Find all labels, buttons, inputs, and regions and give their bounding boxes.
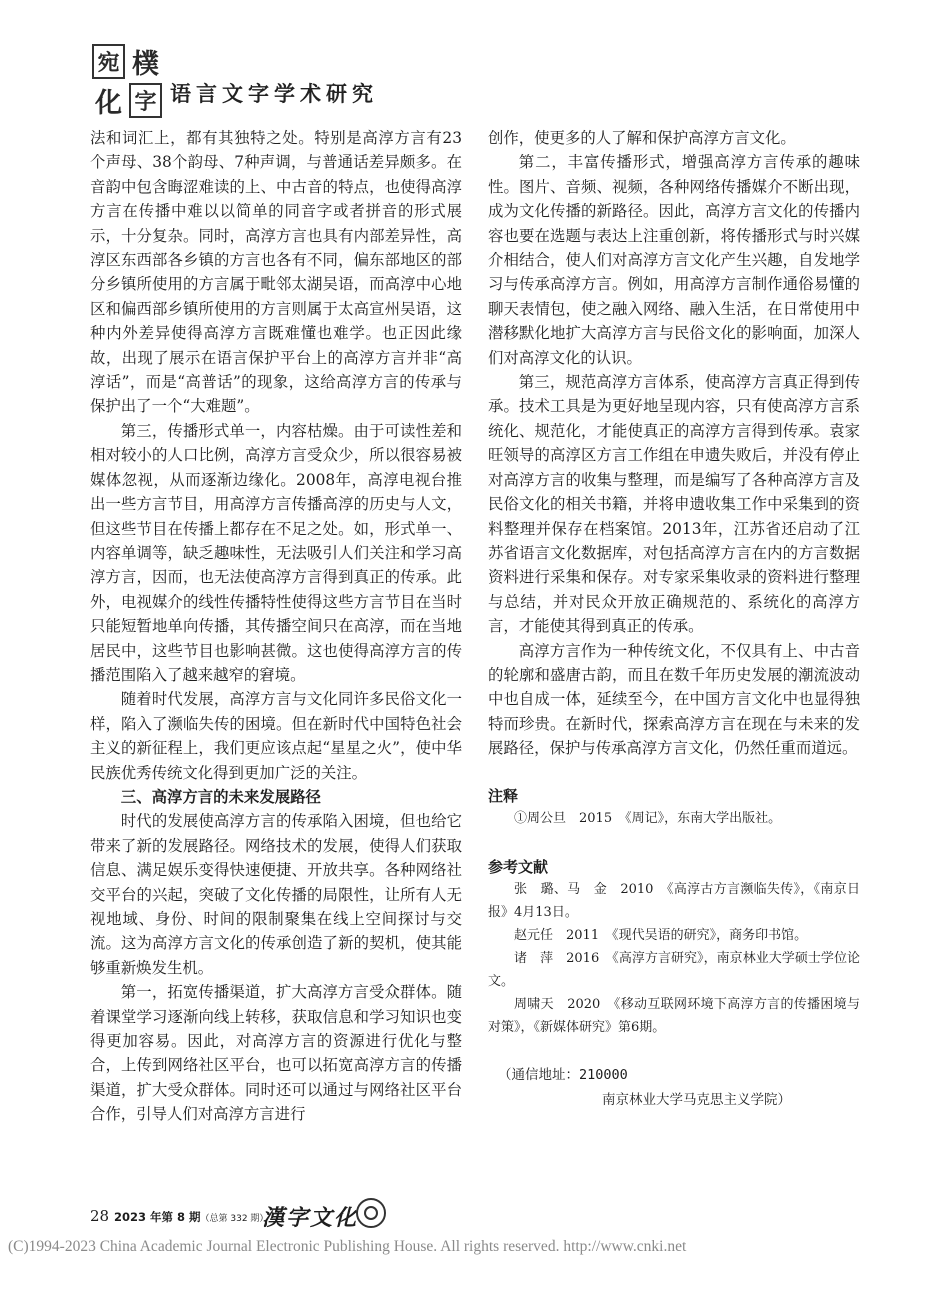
magazine-name: 漢字文化 xyxy=(262,1206,359,1231)
copyright-notice: (C)1994-2023 China Academic Journal Electronic Publishing House. All rights reserved. http://www.cnki.net xyxy=(8,1238,687,1255)
reference-item: 周啸天 2020 《移动互联网环境下高淳方言的传播困境与对策》，《新媒体研究》第6期。 xyxy=(488,996,860,1035)
seal-icon xyxy=(356,1198,386,1228)
logo-char: 樸 xyxy=(132,49,159,80)
reference-item: 赵元任 2011 《现代吴语的研究》，商务印书馆。 xyxy=(514,927,808,943)
paragraph: 第三，规范高淳方言体系，使高淳方言真正得到传承。技术工具是为更好地呈现内容，只有使高淳方言系统化、规范化，才能使真正的高淳方言得到传承。袁家旺领导的高淳区方言工作组在申遗失败后，并没有停止对高淳方言的收集与整理，而是编写了各种高淳方言及民俗文化的相关书籍，并将申遗收集工作中采集到的资料整理并保存在档案馆。2013年，江苏省还启动了江苏省语言文化数据库，对包括高淳方言在内的方言数据资料进行采集和保存。对专家采集收录的资料进行整理与总结，并对民众开放正确规范的、系统化的高淳方言，才能使其得到真正的传承。 xyxy=(488,373,860,636)
address-line: 南京林业大学马克思主义学院） xyxy=(602,1091,791,1108)
right-column xyxy=(488,126,860,1113)
note-item: ①周公旦 2015 《周记》，东南大学出版社。 xyxy=(514,810,782,826)
page-footer xyxy=(90,1202,490,1232)
author-address xyxy=(488,1063,860,1113)
section-heading: 三、高淳方言的未来发展路径 xyxy=(120,787,321,806)
paragraph: 第二，丰富传播形式，增强高淳方言传承的趣味性。图片、音频、视频，各种网络传播媒介不断出现，成为文化传播的新路径。因此，高淳方言文化的传播内容也要在选题与表达上注重创新，将传播形式与时兴媒介相结合，使人们对高淳方言文化产生兴趣，自发地学习与传承高淳方言。例如，用高淳方言制作通俗易懂的聊天表情包，使之融入网络、融入生活，在日常使用中潜移默化地扩大高淳方言与民俗文化的影响面，加深人们对高淳文化的认识。 xyxy=(488,153,860,367)
logo-char: 化 xyxy=(95,88,122,119)
paragraph: 第一，拓宽传播渠道，扩大高淳方言受众群体。随着课堂学习逐渐向线上转移，获取信息和学习知识也变得更加容易。因此，对高淳方言的资源进行优化与整合，上传到网络社区平台，也可以拓宽高淳方言的传播渠道，扩大受众群体。同时还可以通过与网络社区平台合作，引导人们对高淳方言进行 xyxy=(90,983,462,1124)
notes-heading: 注释 xyxy=(488,786,519,805)
journal-logo xyxy=(90,42,164,119)
paragraph: 创作，使更多的人了解和保护高淳方言文化。 xyxy=(488,129,796,147)
logo-char: 字 xyxy=(129,83,162,118)
reference-item: 张 璐、马 金 2010 《高淳古方言濒临失传》，《南京日报》4月13日。 xyxy=(488,881,860,920)
logo-char: 宛 xyxy=(92,44,125,79)
paragraph: 随着时代发展，高淳方言与文化同许多民俗文化一样，陷入了濒临失传的困境。但在新时代中国特色社会主义的新征程上，我们更应该点起“星星之火”，使中华民族优秀传统文化得到更加广泛的关注。 xyxy=(90,690,462,782)
section-title: 语言文字学术研究 xyxy=(170,82,378,106)
left-column xyxy=(90,126,462,1127)
issue-total: （总第 332 期） xyxy=(200,1214,269,1224)
page-number: 28 xyxy=(90,1207,110,1225)
issue-info xyxy=(114,1209,268,1225)
paragraph: 时代的发展使高淳方言的传承陷入困境，但也给它带来了新的发展路径。网络技术的发展，使得人们获取信息、满足娱乐变得快速便捷、开放共享。各种网络社交平台的兴起，突破了文化传播的局限性，让所有人无视地域、身份、时间的限制聚集在线上空间探讨与交流。这为高淳方言文化的传承创造了新的契机，使其能够重新焕发生机。 xyxy=(90,812,462,977)
paragraph: 高淳方言作为一种传统文化，不仅具有上、中古音的轮廓和盛唐古韵，而且在数千年历史发展的潮流波动中也自成一体，延续至今，在中国方言文化中也显得独特而珍贵。在新时代，探索高淳方言在现在与未来的发展路径，保护与传承高淳方言文化，仍然任重而道远。 xyxy=(488,641,860,758)
address-line: （通信地址：210000 xyxy=(498,1066,628,1083)
issue-label: 2023 年第 8 期 xyxy=(114,1210,201,1224)
paragraph: 第三，传播形式单一，内容枯燥。由于可读性差和相对较小的人口比例，高淳方言受众少，所以很容易被媒体忽视，从而逐渐边缘化。2008年，高淳电视台推出一些方言节目，用高淳方言传播高淳的历史与人文，但这些节目在传播上都存在不足之处。如，形式单一、内容单调等，缺乏趣味性，无法吸引人们关注和学习高淳方言，因而，也无法使高淳方言得到真正的传承。此外，电视媒介的线性传播特性使得这些方言节目在当时只能短暂地单向传播，其传播空间只在高淳，而在当地居民中，这些节目也影响甚微。这也使得高淳方言的传播范围陷入了越来越窄的窘境。 xyxy=(90,421,462,684)
reference-item: 诸 萍 2016 《高淳方言研究》，南京林业大学硕士学位论文。 xyxy=(488,950,860,989)
paragraph: 法和词汇上，都有其独特之处。特别是高淳方言有23个声母、38个韵母、7种声调，与普通话差异颇多。在音韵中包含晦涩难读的上、中古音的特点，也使得高淳方言在传播中难以以简单的同音字或者拼音的形式展示，十分复杂。同时，高淳方言也具有内部差异性，高淳区东西部各乡镇的方言也各有不同，偏东部地区的部分乡镇所使用的方言属于毗邻太湖吴语，而高淳中心地区和偏西部乡镇所使用的方言则属于太高宣州吴语，这种内外差异使得高淳方言既难懂也难学。也正因此缘故，出现了展示在语言保护平台上的高淳方言并非“高淳话”，而是“高普话”的现象，这给高淳方言的传承与保护出了一个“大难题”。 xyxy=(90,129,462,416)
page-header xyxy=(90,42,870,119)
references-heading: 参考文献 xyxy=(488,857,549,876)
